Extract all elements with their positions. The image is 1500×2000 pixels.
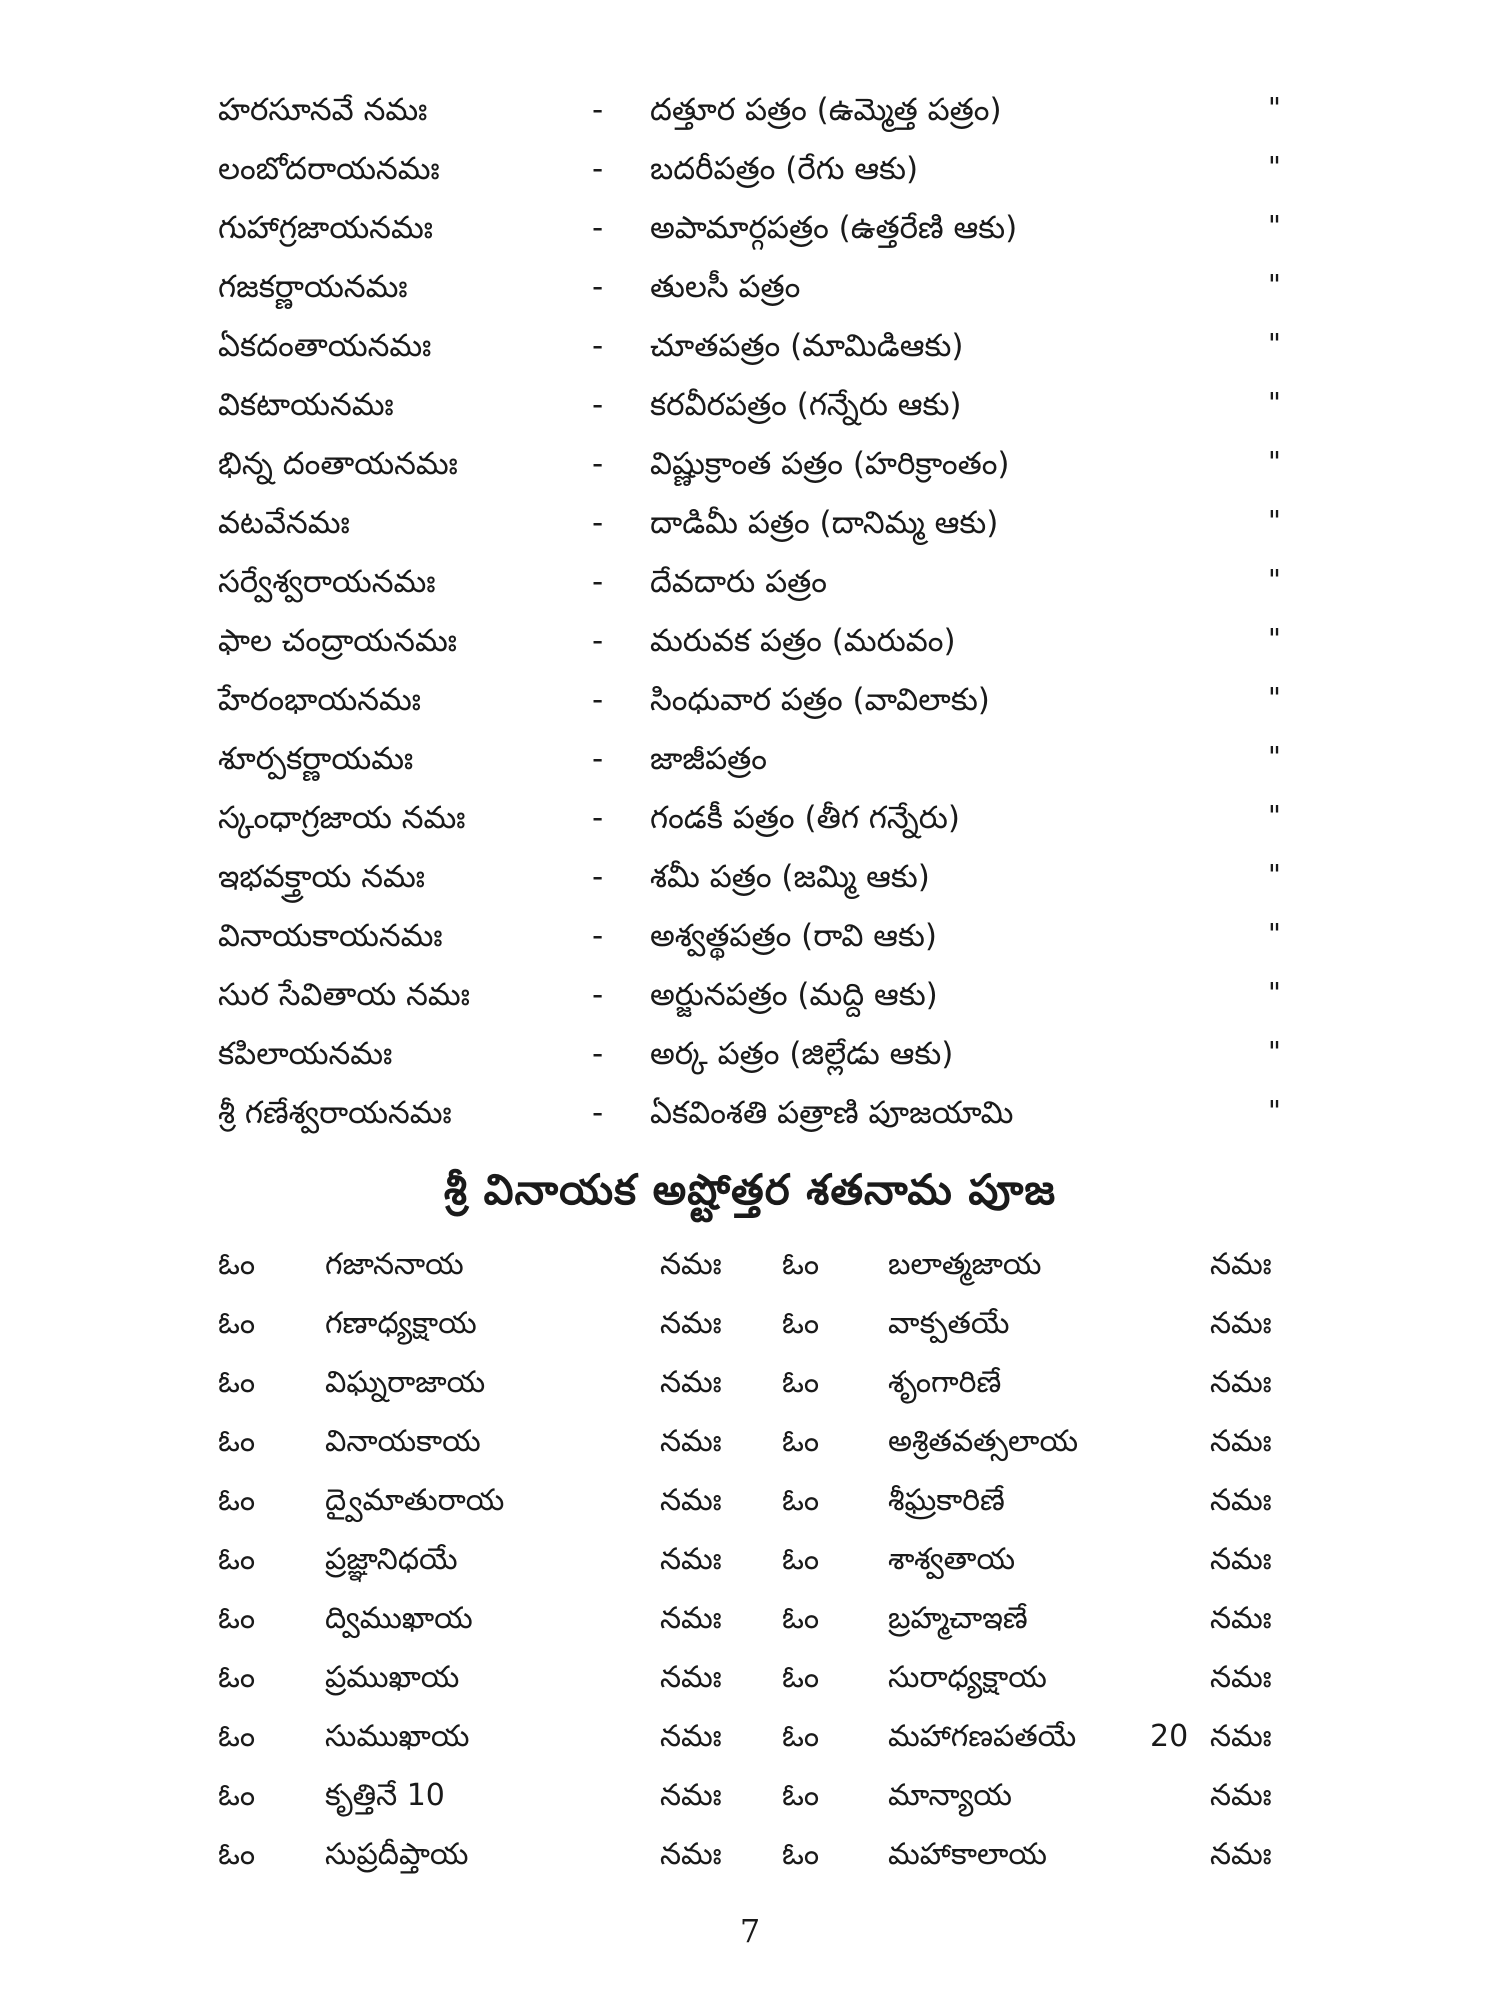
dash: - bbox=[592, 623, 604, 659]
namah-left: నమః bbox=[660, 1365, 722, 1400]
leaf-puja-row bbox=[0, 1093, 1500, 1152]
deity-name: గజకర్ణాయనమః bbox=[218, 269, 408, 305]
leaf-puja-row bbox=[0, 857, 1500, 916]
name-right: సురాధ్యక్షాయ bbox=[888, 1660, 1047, 1695]
namah-right: నమః bbox=[1210, 1601, 1272, 1636]
deity-name: కపిలాయనమః bbox=[218, 1036, 393, 1072]
ditto-mark: " bbox=[1268, 504, 1281, 537]
om-right: ఓం bbox=[782, 1719, 820, 1754]
ashtottara-row bbox=[0, 1599, 1500, 1658]
name-right: బలాత్మజాయ bbox=[888, 1247, 1042, 1282]
om-left: ఓం bbox=[218, 1719, 256, 1754]
name-right: శృంగారిణే bbox=[888, 1365, 1002, 1400]
ashtottara-row bbox=[0, 1717, 1500, 1776]
ditto-mark: " bbox=[1268, 1035, 1281, 1068]
dash: - bbox=[592, 92, 604, 128]
dash: - bbox=[592, 151, 604, 187]
dash: - bbox=[592, 269, 604, 305]
namah-right: నమః bbox=[1210, 1483, 1272, 1518]
name-left: సుముఖాయ bbox=[325, 1719, 470, 1754]
leaf-puja-row bbox=[0, 503, 1500, 562]
namah-left: నమః bbox=[660, 1306, 722, 1341]
ditto-mark: " bbox=[1268, 150, 1281, 183]
dash: - bbox=[592, 800, 604, 836]
ashtottara-row bbox=[0, 1304, 1500, 1363]
name-left: గజాననాయ bbox=[325, 1247, 464, 1282]
ditto-mark: " bbox=[1268, 858, 1281, 891]
dash: - bbox=[592, 859, 604, 895]
om-left: ఓం bbox=[218, 1483, 256, 1518]
namah-left: నమః bbox=[660, 1483, 722, 1518]
ditto-mark: " bbox=[1268, 740, 1281, 773]
dash: - bbox=[592, 1036, 604, 1072]
ditto-mark: " bbox=[1268, 327, 1281, 360]
om-right: ఓం bbox=[782, 1483, 820, 1518]
deity-name: శూర్పకర్ణాయమః bbox=[218, 741, 414, 777]
ditto-mark: " bbox=[1268, 917, 1281, 950]
name-left: కృత్తినే 10 bbox=[325, 1778, 445, 1813]
leaf-puja-row bbox=[0, 975, 1500, 1034]
om-left: ఓం bbox=[218, 1601, 256, 1636]
leaf-offering: జాజీపత్రం bbox=[650, 741, 767, 777]
ditto-mark: " bbox=[1268, 386, 1281, 419]
leaf-puja-row bbox=[0, 798, 1500, 857]
leaf-puja-row bbox=[0, 916, 1500, 975]
dash: - bbox=[592, 328, 604, 364]
deity-name: హరసూనవే నమః bbox=[218, 92, 428, 128]
namah-left: నమః bbox=[660, 1424, 722, 1459]
namah-left: నమః bbox=[660, 1660, 722, 1695]
leaf-puja-row bbox=[0, 621, 1500, 680]
deity-name: వికటాయనమః bbox=[218, 387, 394, 423]
namah-right: నమః bbox=[1210, 1719, 1272, 1754]
ashtottara-row bbox=[0, 1363, 1500, 1422]
page-number: 7 bbox=[739, 1912, 761, 1950]
ashtottara-row bbox=[0, 1481, 1500, 1540]
name-left: ద్వైమాతురాయ bbox=[325, 1483, 505, 1518]
dash: - bbox=[592, 446, 604, 482]
ditto-mark: " bbox=[1268, 445, 1281, 478]
name-left: ప్రజ్ఞానిధయే bbox=[325, 1542, 458, 1577]
ditto-mark: " bbox=[1268, 976, 1281, 1009]
leaf-puja-row bbox=[0, 385, 1500, 444]
dash: - bbox=[592, 505, 604, 541]
name-left: విఘ్నరాజాయ bbox=[325, 1365, 486, 1400]
deity-name: భిన్న దంతాయనమః bbox=[218, 446, 458, 482]
om-right: ఓం bbox=[782, 1778, 820, 1813]
om-right: ఓం bbox=[782, 1660, 820, 1695]
leaf-offering: చూతపత్రం (మామిడిఆకు) bbox=[650, 328, 964, 364]
leaf-puja-row bbox=[0, 90, 1500, 149]
leaf-offering: దత్తూర పత్రం (ఉమ్మెత్త పత్రం) bbox=[650, 92, 1002, 128]
leaf-puja-row bbox=[0, 739, 1500, 798]
leaf-offering: తులసీ పత్రం bbox=[650, 269, 801, 305]
om-right: ఓం bbox=[782, 1837, 820, 1872]
namah-right: నమః bbox=[1210, 1424, 1272, 1459]
ashtottara-row bbox=[0, 1422, 1500, 1481]
dash: - bbox=[592, 210, 604, 246]
ashtottara-row bbox=[0, 1245, 1500, 1304]
ditto-mark: " bbox=[1268, 268, 1281, 301]
om-right: ఓం bbox=[782, 1542, 820, 1577]
ashtottara-row bbox=[0, 1540, 1500, 1599]
deity-name: లంబోదరాయనమః bbox=[218, 151, 440, 187]
namah-left: నమః bbox=[660, 1542, 722, 1577]
namah-left: నమః bbox=[660, 1719, 722, 1754]
om-left: ఓం bbox=[218, 1247, 256, 1282]
deity-name: వినాయకాయనమః bbox=[218, 918, 443, 954]
name-count: 20 bbox=[1150, 1719, 1189, 1754]
dash: - bbox=[592, 682, 604, 718]
deity-name: గుహాగ్రజాయనమః bbox=[218, 210, 433, 246]
ditto-mark: " bbox=[1268, 209, 1281, 242]
ditto-mark: " bbox=[1268, 681, 1281, 714]
leaf-offering: శమీ పత్రం (జమ్మి ఆకు) bbox=[650, 859, 930, 895]
om-right: ఓం bbox=[782, 1306, 820, 1341]
leaf-offering: దేవదారు పత్రం bbox=[650, 564, 828, 600]
om-right: ఓం bbox=[782, 1247, 820, 1282]
deity-name: ఏకదంతాయనమః bbox=[218, 328, 432, 364]
deity-name: వటవేనమః bbox=[218, 505, 350, 541]
namah-right: నమః bbox=[1210, 1365, 1272, 1400]
leaf-offering: విష్ణుక్రాంత పత్రం (హరిక్రాంతం) bbox=[650, 446, 1010, 482]
dash: - bbox=[592, 564, 604, 600]
leaf-offering: సింధువార పత్రం (వావిలాకు) bbox=[650, 682, 990, 718]
ditto-mark: " bbox=[1268, 1094, 1281, 1127]
om-left: ఓం bbox=[218, 1542, 256, 1577]
leaf-puja-row bbox=[0, 149, 1500, 208]
name-left: ద్విముఖాయ bbox=[325, 1601, 473, 1636]
om-left: ఓం bbox=[218, 1306, 256, 1341]
leaf-offering: బదరీపత్రం (రేగు ఆకు) bbox=[650, 151, 919, 187]
leaf-puja-row bbox=[0, 1034, 1500, 1093]
section-title: శ్రీ వినాయక అష్టోత్తర శతనామ పూజ bbox=[443, 1165, 1057, 1214]
dash: - bbox=[592, 387, 604, 423]
ashtottara-row bbox=[0, 1835, 1500, 1894]
deity-name: హేరంభాయనమః bbox=[218, 682, 421, 718]
om-right: ఓం bbox=[782, 1365, 820, 1400]
leaf-puja-row bbox=[0, 326, 1500, 385]
leaf-offering: అర్క పత్రం (జిల్లేడు ఆకు) bbox=[650, 1036, 954, 1072]
namah-left: నమః bbox=[660, 1778, 722, 1813]
deity-name: సుర సేవితాయ నమః bbox=[218, 977, 470, 1013]
leaf-offering: గండకీ పత్రం (తీగ గన్నేరు) bbox=[650, 800, 960, 836]
ditto-mark: " bbox=[1268, 563, 1281, 596]
ashtottara-names-list bbox=[0, 1245, 1500, 1894]
namah-right: నమః bbox=[1210, 1247, 1272, 1282]
namah-right: నమః bbox=[1210, 1837, 1272, 1872]
deity-name: ఫాల చంద్రాయనమః bbox=[218, 623, 457, 659]
om-left: ఓం bbox=[218, 1660, 256, 1695]
dash: - bbox=[592, 1095, 604, 1131]
leaf-puja-row bbox=[0, 680, 1500, 739]
leaf-offering: అర్జునపత్రం (మద్ది ఆకు) bbox=[650, 977, 938, 1013]
namah-left: నమః bbox=[660, 1837, 722, 1872]
dash: - bbox=[592, 977, 604, 1013]
om-left: ఓం bbox=[218, 1424, 256, 1459]
leaf-puja-row bbox=[0, 267, 1500, 326]
namah-left: నమః bbox=[660, 1247, 722, 1282]
deity-name: శ్రీ గణేశ్వరాయనమః bbox=[218, 1095, 452, 1131]
namah-right: నమః bbox=[1210, 1660, 1272, 1695]
ashtottara-row bbox=[0, 1658, 1500, 1717]
leaf-puja-row bbox=[0, 444, 1500, 503]
om-right: ఓం bbox=[782, 1424, 820, 1459]
leaf-offering: అపామార్గపత్రం (ఉత్తరేణి ఆకు) bbox=[650, 210, 1018, 246]
leaf-offering: దాడిమీ పత్రం (దానిమ్మ ఆకు) bbox=[650, 505, 999, 541]
namah-right: నమః bbox=[1210, 1542, 1272, 1577]
ashtottara-row bbox=[0, 1776, 1500, 1835]
name-right: వాక్పతయే bbox=[888, 1306, 1010, 1341]
name-right: మాన్యాయ bbox=[888, 1778, 1012, 1813]
namah-right: నమః bbox=[1210, 1306, 1272, 1341]
dash: - bbox=[592, 741, 604, 777]
deity-name: ఇభవక్త్రాయ నమః bbox=[218, 859, 425, 895]
ditto-mark: " bbox=[1268, 622, 1281, 655]
leaf-offering: ఏకవింశతి పత్రాణి పూజయామి bbox=[650, 1095, 1014, 1131]
leaf-puja-list bbox=[0, 90, 1500, 1152]
ditto-mark: " bbox=[1268, 91, 1281, 124]
name-right: బ్రహ్మచాఇణే bbox=[888, 1601, 1028, 1636]
name-right: మహాగణపతయే bbox=[888, 1719, 1077, 1754]
leaf-offering: మరువక పత్రం (మరువం) bbox=[650, 623, 956, 659]
om-left: ఓం bbox=[218, 1778, 256, 1813]
namah-left: నమః bbox=[660, 1601, 722, 1636]
leaf-puja-row bbox=[0, 208, 1500, 267]
leaf-puja-row bbox=[0, 562, 1500, 621]
name-left: సుప్రదీప్తాయ bbox=[325, 1837, 469, 1872]
name-right: శాశ్వతాయ bbox=[888, 1542, 1016, 1577]
deity-name: స్కంధాగ్రజాయ నమః bbox=[218, 800, 466, 836]
deity-name: సర్వేశ్వరాయనమః bbox=[218, 564, 436, 600]
name-left: ప్రముఖాయ bbox=[325, 1660, 460, 1695]
dash: - bbox=[592, 918, 604, 954]
leaf-offering: అశ్వత్థపత్రం (రావి ఆకు) bbox=[650, 918, 937, 954]
name-right: అశ్రితవత్సలాయ bbox=[888, 1424, 1079, 1459]
name-right: శీఘ్రకారిణే bbox=[888, 1483, 1005, 1518]
name-left: వినాయకాయ bbox=[325, 1424, 481, 1459]
name-left: గణాధ్యక్షాయ bbox=[325, 1306, 477, 1341]
om-left: ఓం bbox=[218, 1365, 256, 1400]
name-right: మహాకాలాయ bbox=[888, 1837, 1047, 1872]
ditto-mark: " bbox=[1268, 799, 1281, 832]
om-left: ఓం bbox=[218, 1837, 256, 1872]
namah-right: నమః bbox=[1210, 1778, 1272, 1813]
om-right: ఓం bbox=[782, 1601, 820, 1636]
leaf-offering: కరవీరపత్రం (గన్నేరు ఆకు) bbox=[650, 387, 962, 423]
